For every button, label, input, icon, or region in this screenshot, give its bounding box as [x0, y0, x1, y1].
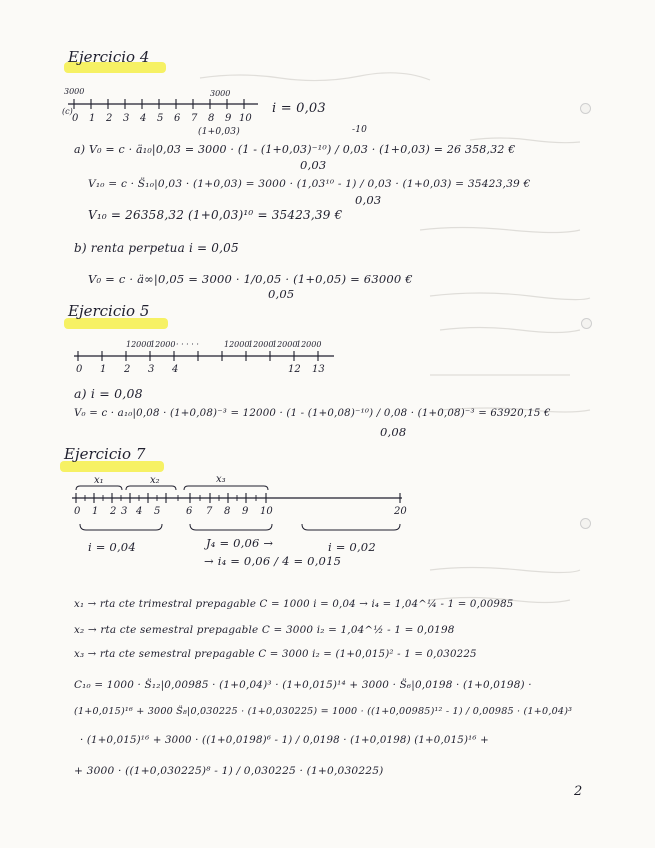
ex7-group-x3: x₃: [216, 474, 226, 485]
ex7-tick-20: 20: [394, 506, 407, 517]
ex4-tick-10: 10: [239, 113, 252, 124]
ex7-timeline: [66, 472, 416, 520]
ex7-tick-1: 1: [92, 506, 99, 517]
ex5-tick-12: 12: [288, 364, 301, 375]
ex5-a-line2-denominator: 0,08: [380, 425, 407, 439]
ex5-a-line2: V₀ = c · a₁₀|0,08 · (1+0,08)⁻³ = 12000 · (1 - (1+0,08)⁻¹⁰) / 0,08 · (1+0,08)⁻³ = 63920,15 €: [74, 408, 551, 419]
ex4-tick-2: 2: [106, 113, 113, 124]
ex5-amount-3: 12000: [224, 340, 250, 349]
ex7-c10-line2: (1+0,015)¹⁶ + 3000 S̈₈|0,030225 · (1+0,030225) = 1000 · ((1+0,00985)¹² - 1) / 0,00985 · (1+0,04)³: [74, 706, 573, 717]
ex7-x1-def: x₁ → rta cte trimestral prepagable C = 1000 i = 0,04 → i₄ = 1,04^¼ - 1 = 0,00985: [74, 599, 514, 610]
ex4-cont-label: (c): [62, 107, 73, 116]
ex4-a-line1: a) V₀ = c · ä₁₀|0,03 = 3000 · (1 - (1+0,03)⁻¹⁰) / 0,03 · (1+0,03) = 26 358,32 €: [74, 143, 516, 156]
ex4-tick-6: 6: [174, 113, 181, 124]
punch-hole-bottom: [580, 518, 591, 529]
ex5-amount-1: 12000: [126, 340, 152, 349]
ex7-c10-line4: + 3000 · ((1+0,030225)⁸ - 1) / 0,030225 · (1+0,030225): [74, 765, 384, 777]
ex7-tick-7: 7: [206, 506, 213, 517]
ex7-tick-3: 3: [121, 506, 128, 517]
ex5-tick-2: 2: [124, 364, 131, 375]
ex5-title: Ejercicio 5: [68, 302, 150, 320]
ex5-tick-0: 0: [76, 364, 83, 375]
ex5-tick-13: 13: [312, 364, 325, 375]
ex4-tick-4: 4: [140, 113, 147, 124]
ex7-tick-5: 5: [154, 506, 161, 517]
ex4-b-line2: V₀ = c · ä∞|0,05 = 3000 · 1/0,05 · (1+0,05) = 63000 €: [88, 272, 413, 286]
ex4-tick-1: 1: [89, 113, 96, 124]
ex4-timeline: [60, 86, 280, 126]
ex7-tick-9: 9: [242, 506, 249, 517]
ex7-x2-def: x₂ → rta cte semestral prepagable C = 3000 i₂ = 1,04^½ - 1 = 0,0198: [74, 624, 455, 636]
ex7-c10-line1: C₁₀ = 1000 · S̈₁₂|0,00985 · (1+0,04)³ · (1+0,015)¹⁴ + 3000 · S̈₆|0,0198 · (1+0,0198) ·: [74, 679, 532, 691]
ex4-a-line2: V₁₀ = c · S̈₁₀|0,03 · (1+0,03) = 3000 · (1,03¹⁰ - 1) / 0,03 · (1+0,03) = 35423,39 €: [88, 178, 531, 190]
ex7-rate-2b: → i₄ = 0,06 / 4 = 0,015: [204, 554, 342, 568]
ex4-a-line1-denominator: 0,03: [300, 158, 327, 172]
ex5-amount-5: 12000: [272, 340, 298, 349]
ex4-a-line3: V₁₀ = 26358,32 (1+0,03)¹⁰ = 35423,39 €: [88, 208, 343, 222]
ex5-tick-3: 3: [148, 364, 155, 375]
ex5-amount-2: 12000: [150, 340, 176, 349]
ex4-left-amount: 3000: [64, 87, 85, 96]
ex5-a-line1: a) i = 0,08: [74, 386, 143, 401]
ex7-title: Ejercicio 7: [64, 445, 146, 463]
ex4-tick-5: 5: [157, 113, 164, 124]
ex4-tick-7: 7: [191, 113, 198, 124]
ex4-interest: i = 0,03: [272, 101, 326, 116]
punch-hole-top: [580, 103, 591, 114]
ex4-a-top-note: (1+0,03): [198, 127, 240, 137]
ex7-tick-2: 2: [110, 506, 117, 517]
ex4-title: Ejercicio 4: [68, 48, 150, 66]
page-number: 2: [574, 784, 583, 799]
ex4-tick-0: 0: [72, 113, 79, 124]
ex7-c10-line3: · (1+0,015)¹⁶ + 3000 · ((1+0,0198)⁶ - 1) / 0,0198 · (1+0,0198) (1+0,015)¹⁶ +: [80, 735, 489, 746]
ex4-b-line1: b) renta perpetua i = 0,05: [74, 241, 239, 255]
ex4-tick-9: 9: [225, 113, 232, 124]
ex5-tick-4: 4: [172, 364, 179, 375]
ex4-tick-3: 3: [123, 113, 130, 124]
ex5-timeline: [66, 336, 356, 376]
ex4-b-line2-denominator: 0,05: [268, 287, 295, 301]
ex7-tick-10: 10: [260, 506, 273, 517]
ex4-right-amount: 3000: [210, 89, 231, 98]
ex5-dots: · · · · ·: [176, 340, 199, 349]
ex5-tick-1: 1: [100, 364, 107, 375]
ex7-rate-2: J₄ = 0,06 →: [206, 536, 274, 550]
ex7-rate-1: i = 0,04: [88, 540, 136, 554]
ex7-tick-6: 6: [186, 506, 193, 517]
punch-hole-middle: [581, 318, 592, 329]
ex5-amount-6: 12000: [296, 340, 322, 349]
ex5-amount-4: 12000: [248, 340, 274, 349]
ex4-tick-8: 8: [208, 113, 215, 124]
ex4-a-exponent: -10: [352, 125, 368, 135]
ex7-tick-0: 0: [74, 506, 81, 517]
ex7-group-x2: x₂: [150, 475, 160, 486]
ex7-x3-def: x₃ → rta cte semestral prepagable C = 3000 i₂ = (1+0,015)² - 1 = 0,030225: [74, 649, 477, 660]
ex7-tick-8: 8: [224, 506, 231, 517]
ex7-group-x1: x₁: [94, 475, 104, 486]
ex7-rate-3: i = 0,02: [328, 540, 376, 554]
ex4-a-line2-denominator: 0,03: [355, 193, 382, 207]
ex7-tick-4: 4: [136, 506, 143, 517]
